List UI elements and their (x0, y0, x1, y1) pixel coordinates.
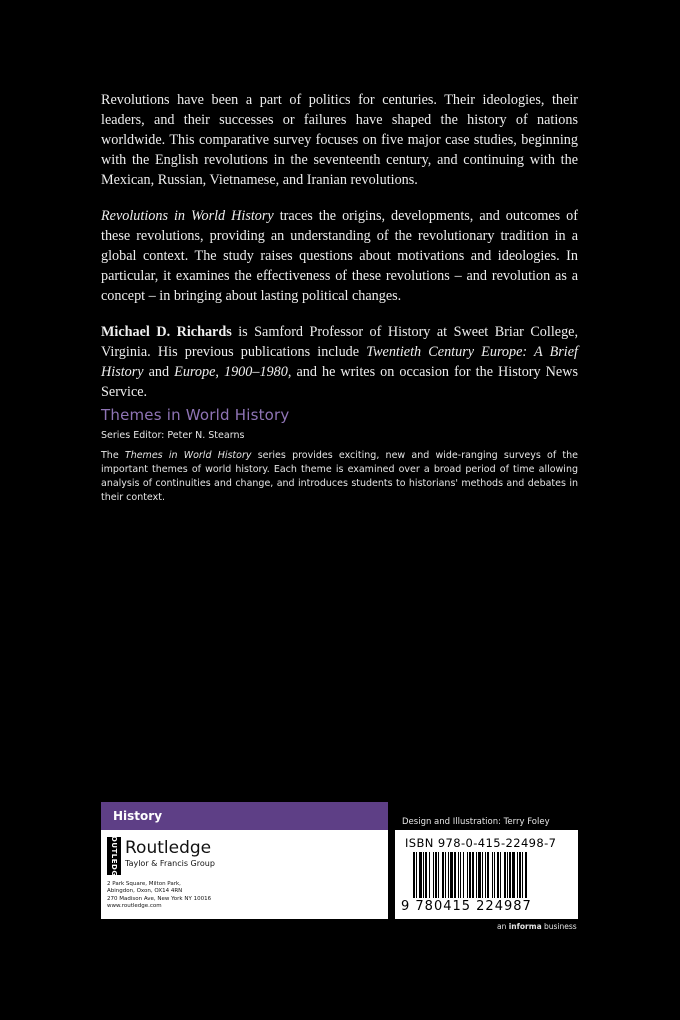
publisher-address (107, 881, 211, 911)
informa-text-1: an (497, 922, 509, 931)
back-cover-blurb (101, 90, 578, 418)
design-credit: Design and Illustration: Terry Foley (402, 817, 550, 827)
blurb-paragraph-2 (101, 206, 578, 306)
series-section (101, 406, 578, 505)
barcode-digits: 9 780415 224987 (401, 899, 532, 914)
isbn-number: ISBN 978-0-415-22498-7 (405, 836, 557, 850)
author-bio-text-1: is Samford Professor of History at Sweet Briar College, Virginia. His previous publications include (101, 324, 579, 360)
blurb-paragraph-1: Revolutions have been a part of politics for centuries. Their ideologies, their leaders, and their successes or failures have shaped the history of nations worldwide. This comparative survey focuses on five major case studies, beginning with the English revolutions in the seventeenth century, and continuing with the Mexican, Russian, Vietnamese, and Iranian revolutions. (101, 92, 578, 188)
address-line: 2 Park Square, Milton Park, (107, 881, 181, 887)
previous-book-1: Twentieth Century Europe: A Brief History (101, 344, 578, 380)
author-name: Michael D. Richards (101, 324, 232, 340)
author-bio-text-2: and (143, 364, 175, 380)
informa-brand: informa (508, 922, 542, 931)
category-label: History (101, 802, 388, 830)
barcode-icon (413, 852, 571, 904)
author-bio-text-3: and he writes on occasion for the History News Service. (101, 364, 578, 400)
isbn-box (395, 830, 578, 919)
address-line: 270 Madison Ave, New York NY 10016 (107, 895, 212, 902)
series-desc-text-1: The (101, 450, 125, 461)
series-description (101, 449, 578, 505)
publisher-box (101, 830, 388, 919)
address-line: Abingdon, Oxon, OX14 4RN (107, 888, 183, 895)
previous-book-2: Europe, 1900–1980, (174, 364, 292, 380)
author-bio (101, 322, 578, 402)
address-line: www.routledge.com (107, 903, 162, 910)
publisher-name: Routledge (125, 838, 212, 858)
informa-text-2: business (541, 922, 577, 931)
routledge-logo-icon: ROUTLEDGE (107, 837, 121, 875)
informa-tagline (497, 922, 577, 931)
series-desc-text-2: series provides exciting, new and wide-ranging surveys of the important themes of world history. Each theme is examined over a broad period of time allowing analysis of continuities and change, and introduces students to historians' methods and debates in their context. (101, 450, 578, 503)
series-title: Themes in World History (101, 406, 290, 424)
series-editor: Series Editor: Peter N. Stearns (101, 430, 245, 441)
book-title: Revolutions in World History (101, 208, 274, 224)
series-desc-title: Themes in World History (124, 450, 252, 461)
blurb-paragraph-2-text: traces the origins, developments, and outcomes of these revolutions, providing an understanding of the revolutionary tradition in a global context. The study raises questions about motivations and ideologies. In particular, it examines the effectiveness of these revolutions – and revolution as a concept – in bringing about lasting political changes. (101, 208, 578, 304)
publisher-group: Taylor & Francis Group (125, 859, 215, 868)
